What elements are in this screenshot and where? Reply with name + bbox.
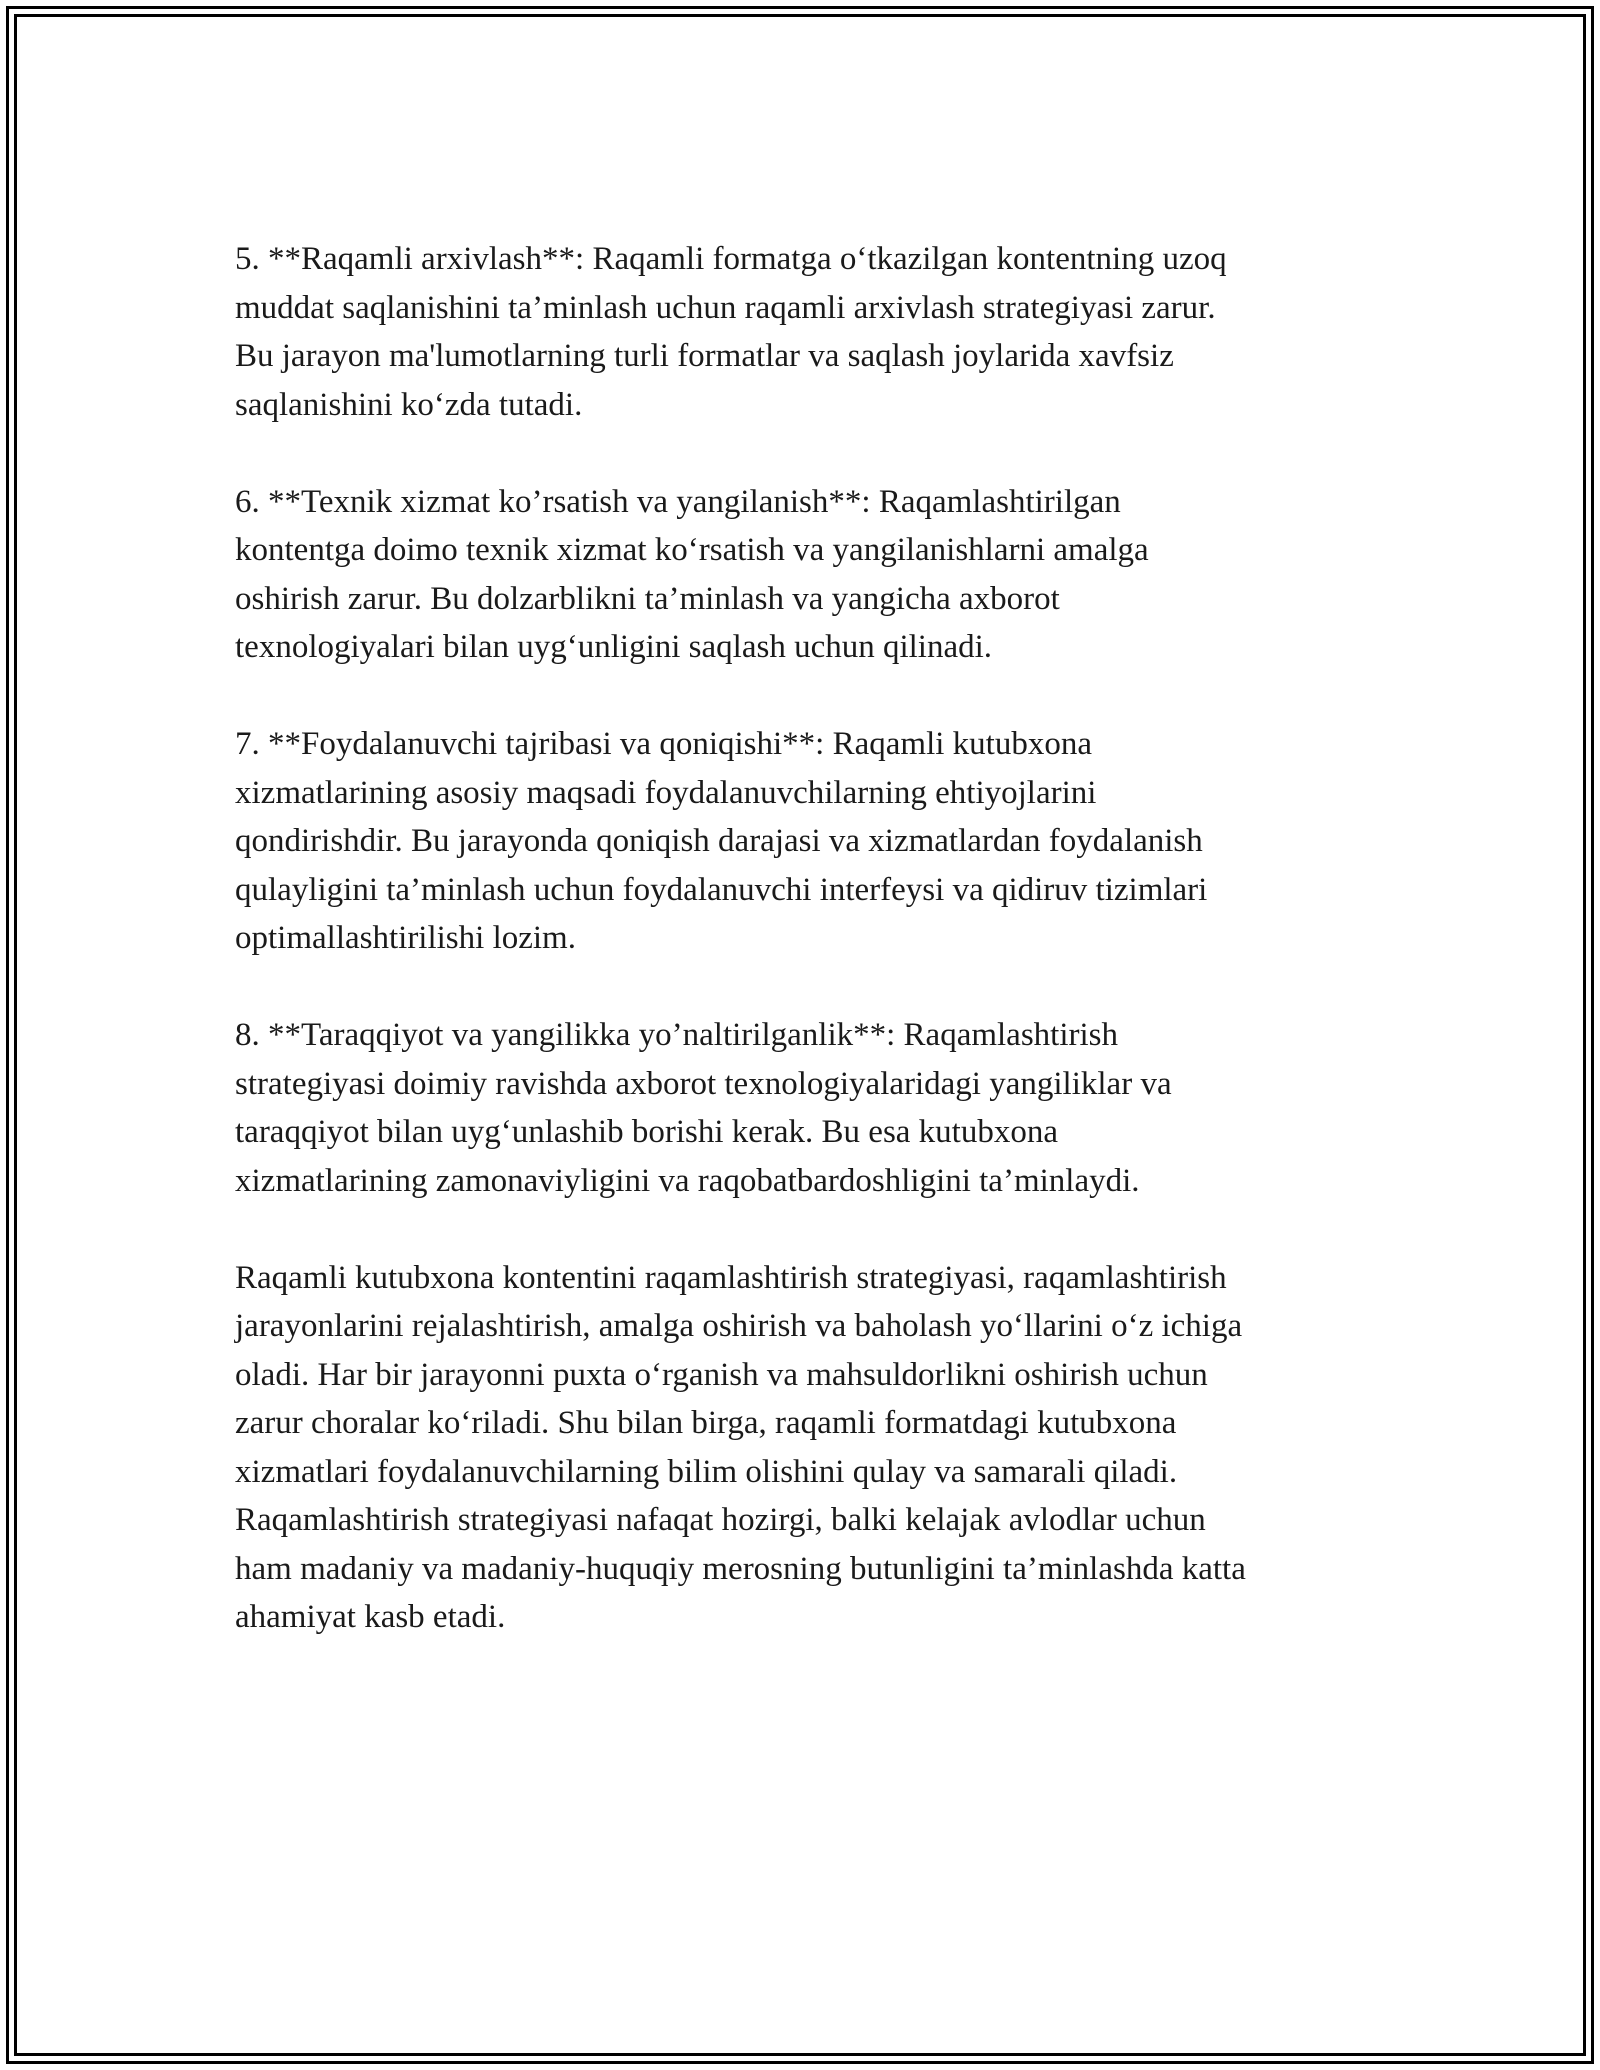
text-line: taraqqiyot bilan uyg‘unlashib borishi kerak. Bu esa kutubxona [235,1114,1059,1150]
paragraph-user-experience [235,720,1385,963]
text-line: xizmatlarining zamonaviyligini va raqobatbardoshligini ta’minlaydi. [235,1162,1140,1199]
text-line: strategiyasi doimiy ravishda axborot texnologiyalaridagi yangiliklar va [235,1065,1172,1102]
text-line: muddat saqlanishini ta’minlash uchun raqamli arxivlash strategiyasi zarur. [235,289,1216,326]
text-line: saqlanishini ko‘zda tutadi. [235,386,583,423]
paragraph-innovation [235,1011,1385,1205]
text-line: 6. **Texnik xizmat ko’rsatish va yangilanish**: Raqamlashtirilgan [235,483,1121,520]
text-line: Bu jarayon ma'lumotlarning turli formatlar va saqlash joylarida xavfsiz [235,338,1174,374]
paragraph-technical-maintenance [235,478,1385,672]
text-line: ahamiyat kasb etadi. [235,1599,506,1635]
text-line: ham madaniy va madaniy-huquqiy merosning butunligini ta’minlashda katta [235,1550,1246,1587]
paragraph-digital-archiving [235,235,1385,429]
text-line: Raqamlashtirish strategiyasi nafaqat hozirgi, balki kelajak avlodlar uchun [235,1502,1206,1538]
text-line: 7. **Foydalanuvchi tajribasi va qoniqishi**: Raqamli kutubxona [235,726,1092,762]
text-line: kontentga doimo texnik xizmat ko‘rsatish va yangilanishlarni amalga [235,532,1149,568]
text-line: 8. **Taraqqiyot va yangilikka yo’naltirilganlik**: Raqamlashtirish [235,1017,1119,1053]
text-line: oshirish zarur. Bu dolzarblikni ta’minlash va yangicha axborot [235,580,1060,617]
text-line: oladi. Har bir jarayonni puxta o‘rganish va mahsuldorlikni oshirish uchun [235,1356,1208,1393]
text-line: zarur choralar ko‘riladi. Shu bilan birga, raqamli formatdagi kutubxona [235,1405,1177,1441]
text-line: Raqamli kutubxona kontentini raqamlashtirish strategiyasi, raqamlashtirish [235,1259,1227,1296]
document-body [235,235,1385,1642]
paragraph-conclusion [235,1254,1385,1642]
text-line: qondirishdir. Bu jarayonda qoniqish darajasi va xizmatlardan foydalanish [235,823,1203,859]
text-line: qulayligini ta’minlash uchun foydalanuvchi interfeysi va qidiruv tizimlari [235,871,1208,908]
text-line: jarayonlarini rejalashtirish, amalga oshirish va baholash yo‘llarini o‘z ichiga [235,1308,1243,1344]
text-line: xizmatlarining asosiy maqsadi foydalanuvchilarning ehtiyojlarini [235,774,1097,811]
text-line: texnologiyalari bilan uyg‘unligini saqlash uchun qilinadi. [235,629,993,665]
text-line: xizmatlari foydalanuvchilarning bilim olishini qulay va samarali qiladi. [235,1453,1178,1490]
text-line: optimallashtirilishi lozim. [235,920,576,956]
text-line: 5. **Raqamli arxivlash**: Raqamli formatga o‘tkazilgan kontentning uzoq [235,241,1227,277]
